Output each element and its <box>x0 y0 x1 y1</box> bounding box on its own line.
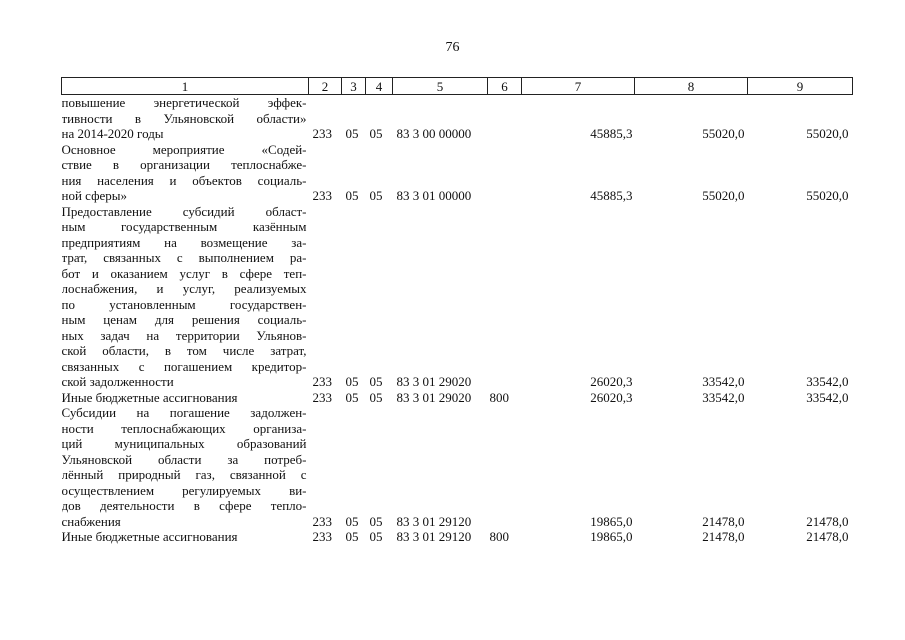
amount-col-8: 33542,0 <box>702 374 745 389</box>
table-row <box>62 95 853 142</box>
column-header: 7 <box>522 78 635 95</box>
section-code: 05 <box>345 374 359 389</box>
section-code: 05 <box>345 389 359 405</box>
amount-col-8: 55020,0 <box>702 126 745 141</box>
subsection-code: 05 <box>369 374 383 389</box>
description-line: Ульяновской области за потреб- <box>61 451 307 467</box>
amount-col-7: 19865,0 <box>590 513 633 529</box>
expense-type-code: 800 <box>489 389 509 405</box>
budget-table <box>61 77 853 545</box>
column-header: 5 <box>393 78 488 95</box>
description-line: на 2014-2020 годы <box>61 126 164 141</box>
column-header: 6 <box>488 78 522 95</box>
description-line: лённый природный газ, связанной с <box>61 467 307 482</box>
column-header: 8 <box>635 78 748 95</box>
amount-col-7: 45885,3 <box>590 126 633 141</box>
column-header: 9 <box>748 78 853 95</box>
section-code: 05 <box>345 126 359 141</box>
description-line: повышение энергетической эффек- <box>61 95 307 110</box>
section-code: 05 <box>345 513 359 529</box>
subsection-code: 05 <box>369 513 383 529</box>
description-line: лоснабжения, и услуг, реализуемых <box>61 281 307 296</box>
table-row <box>62 405 853 529</box>
row-description <box>62 142 309 204</box>
amount-col-7: 45885,3 <box>590 188 633 203</box>
amount-col-9: 21478,0 <box>806 529 849 544</box>
table-row <box>62 529 853 545</box>
description-line: ской области, в том числе затрат, <box>61 343 307 358</box>
row-description <box>62 390 309 406</box>
description-line: ствие в организации теплоснабже- <box>61 157 307 172</box>
amount-col-9: 55020,0 <box>806 188 849 203</box>
row-description <box>62 95 309 142</box>
description-line: Иные бюджетные ассигнования <box>61 529 238 544</box>
amount-col-7: 19865,0 <box>590 529 633 544</box>
description-line: Основное мероприятие «Содей- <box>61 141 307 157</box>
amount-col-8: 21478,0 <box>702 513 745 529</box>
column-header: 2 <box>309 78 342 95</box>
description-line: бот и оказанием услуг в сфере теп- <box>61 265 307 281</box>
target-article-code: 83 3 01 29120 <box>396 513 472 529</box>
chapter-code: 233 <box>312 513 332 529</box>
amount-col-9: 33542,0 <box>806 374 849 389</box>
row-description <box>62 529 309 545</box>
amount-col-8: 33542,0 <box>702 389 745 405</box>
row-description <box>62 204 309 390</box>
subsection-code: 05 <box>369 389 383 405</box>
description-line: ных задач на территории Ульянов- <box>61 327 307 343</box>
chapter-code: 233 <box>312 529 332 544</box>
expense-type-code <box>488 204 522 390</box>
description-line: Субсидии на погашение задолжен- <box>61 405 307 420</box>
target-article-code: 83 3 01 00000 <box>396 188 472 203</box>
description-line: ской задолженности <box>61 374 174 389</box>
page-number: 76 <box>445 40 460 55</box>
description-line: трат, связанных с выполнением ра- <box>61 250 307 265</box>
table-body <box>62 95 853 545</box>
description-line: предприятиям на возмещение за- <box>61 234 307 250</box>
amount-col-7: 26020,3 <box>590 389 633 405</box>
amount-col-9: 33542,0 <box>806 389 849 405</box>
description-line: Предоставление субсидий област- <box>61 203 307 219</box>
description-line: ций муниципальных образований <box>61 436 307 451</box>
description-line: снабжения <box>61 513 121 529</box>
chapter-code: 233 <box>312 126 332 141</box>
column-header: 3 <box>342 78 366 95</box>
description-line: связанных с погашением кредитор- <box>61 358 307 374</box>
table-header <box>62 78 853 95</box>
row-description <box>62 405 309 529</box>
amount-col-7: 26020,3 <box>590 374 633 389</box>
target-article-code: 83 3 00 00000 <box>396 126 472 141</box>
subsection-code: 05 <box>369 529 383 544</box>
amount-col-9: 55020,0 <box>806 126 849 141</box>
description-line: ным государственным казённым <box>61 219 307 234</box>
description-line: дов деятельности в сфере тепло- <box>61 498 307 513</box>
target-article-code: 83 3 01 29120 <box>396 529 472 544</box>
chapter-code: 233 <box>312 374 332 389</box>
amount-col-9: 21478,0 <box>806 513 849 529</box>
description-line: Иные бюджетные ассигнования <box>61 389 238 405</box>
table-row <box>62 390 853 406</box>
expense-type-code: 800 <box>489 529 509 544</box>
target-article-code: 83 3 01 29020 <box>396 374 472 389</box>
description-line: по установленным государствен- <box>61 296 307 312</box>
subsection-code: 05 <box>369 126 383 141</box>
description-line: ния населения и объектов социаль- <box>61 172 307 188</box>
table-row <box>62 142 853 204</box>
target-article-code: 83 3 01 29020 <box>396 389 472 405</box>
amount-col-8: 21478,0 <box>702 529 745 544</box>
expense-type-code <box>488 95 522 142</box>
table-row <box>62 204 853 390</box>
column-header: 1 <box>62 78 309 95</box>
section-code: 05 <box>345 529 359 544</box>
description-line: осуществлением регулируемых ви- <box>61 482 307 498</box>
amount-col-8: 55020,0 <box>702 188 745 203</box>
description-line: ным ценам для решения социаль- <box>61 312 307 327</box>
description-line: тивности в Ульяновской области» <box>61 110 307 126</box>
subsection-code: 05 <box>369 188 383 203</box>
column-header: 4 <box>366 78 393 95</box>
description-line: ной сферы» <box>61 188 128 203</box>
description-line: ности теплоснабжающих организа- <box>61 420 307 436</box>
chapter-code: 233 <box>312 188 332 203</box>
expense-type-code <box>488 142 522 204</box>
section-code: 05 <box>345 188 359 203</box>
chapter-code: 233 <box>312 389 332 405</box>
expense-type-code <box>488 405 522 529</box>
